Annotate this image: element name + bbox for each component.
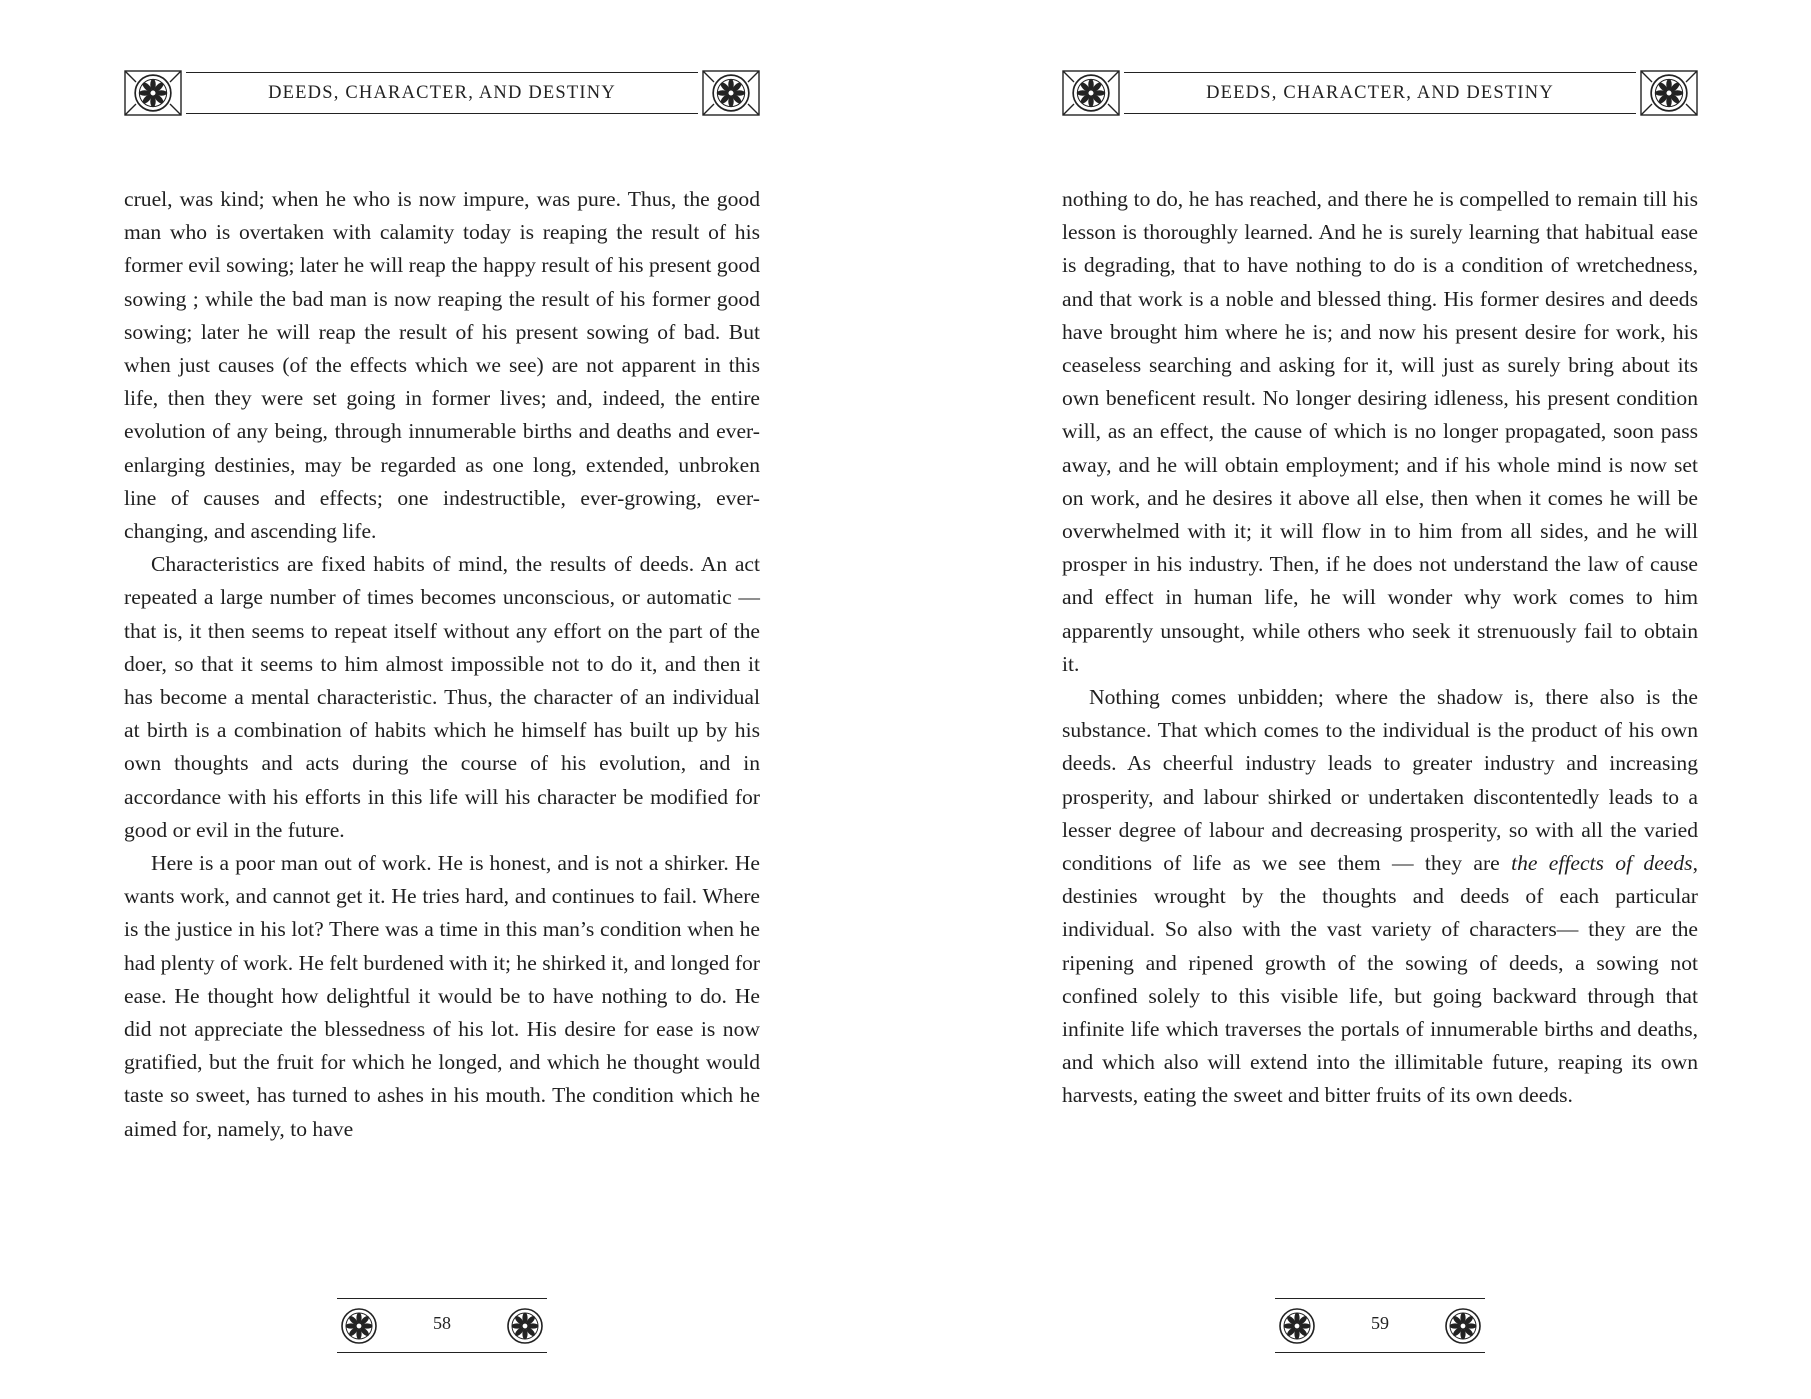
page-left xyxy=(124,0,760,1399)
page-footer xyxy=(1275,1298,1485,1353)
page-right xyxy=(1062,0,1698,1399)
footer-rule-bottom xyxy=(337,1352,547,1353)
page-number: 58 xyxy=(433,1313,451,1333)
paragraph: Characteristics are fixed habits of mind, the results of deeds. An act repeated a large number of times becomes unconscious, or automatic — that is, it then seems to repeat itself without any effort on the part of the doer, so that it seems to him almost impossible not to do it, and then it has become a mental characteristic. Thus, the character of an individual at birth is a combination of habits which he himself has built up by his own thoughts and acts during the course of his evolution, and in accordance with his efforts in this life will his character be modified for good or evil in the future. xyxy=(124,552,760,842)
header-rule-bottom xyxy=(186,113,698,114)
page-number: 59 xyxy=(1371,1313,1389,1333)
header-ornament-right-icon xyxy=(702,70,760,116)
header-rule-top xyxy=(1124,72,1636,73)
footer-rule-top xyxy=(1275,1298,1485,1299)
running-head-title: DEEDS, CHARACTER, AND DESTINY xyxy=(1206,83,1554,103)
page-footer xyxy=(337,1298,547,1353)
footer-rule-top xyxy=(337,1298,547,1299)
paragraph: Here is a poor man out of work. He is honest, and is not a shirker. He wants work, and cannot get it. He tries hard, and continues to fail. Where is the justice in his lot? There was a time in this man’s condition when he had plenty of work. He felt burdened with it; he shirked it, and longed for ease. He thought how delightful it would be to have nothing to do. He did not appreciate the blessedness of his lot. His desire for ease is now gratified, but the fruit for which he longed, and which he thought would taste so sweet, has turned to ashes in his mouth. The condition which he aimed for, namely, to have xyxy=(124,851,760,1141)
footer-rosette-right-icon xyxy=(503,1304,547,1348)
running-head xyxy=(124,70,760,116)
running-head-title: DEEDS, CHARACTER, AND DESTINY xyxy=(268,83,616,103)
footer-rosette-right-icon xyxy=(1441,1304,1485,1348)
paragraph xyxy=(1062,681,1698,1113)
header-rule-top xyxy=(186,72,698,73)
footer-rule-bottom xyxy=(1275,1352,1485,1353)
paragraph-text: , destinies wrought by the thoughts and deeds of each particular individual. So also with the vast variety of characters— they are the ripening and ripened growth of the sowing of deeds, a sowing not confined solely to this visible life, but going backward through that infinite life which traverses the portals of innumerable births and deaths, and which also will extend into the illimitable future, reaping its own harvests, eating the sweet and bitter fruits of its own deeds. xyxy=(1062,851,1698,1108)
header-rule-bottom xyxy=(1124,113,1636,114)
emphasis-text: the effects of deeds xyxy=(1511,851,1693,876)
paragraph: cruel, was kind; when he who is now impure, was pure. Thus, the good man who is overtaken with calamity today is reaping the result of his former evil sowing; later he will reap the happy result of his present good sowing ; while the bad man is now reaping the result of his former good sowing; later he will reap the result of his present sowing of bad. But when just causes (of the effects which we see) are not apparent in this life, then they were set going in former lives; and, indeed, the entire evolution of any being, through innumerable births and deaths and ever-enlarging destinies, may be regarded as one long, extended, unbroken line of causes and effects; one indestructible, ever-growing, ever-changing, and ascending life. xyxy=(124,187,760,544)
paragraph: nothing to do, he has reached, and there he is compelled to remain till his lesson is thoroughly learned. And he is surely learning that habitual ease is degrading, that to have nothing to do is a condition of wretchedness, and that work is a noble and blessed thing. His former desires and deeds have brought him where he is; and now his present desire for work, his ceaseless searching and asking for it, will just as surely bring about its own beneficent result. No longer desiring idleness, his present condition will, as an effect, the cause of which is no longer propagated, soon pass away, and he will obtain employment; and if his whole mind is now set on work, and he desires it above all else, then when it comes he will be overwhelmed with it; it will flow in to him from all sides, and he will prosper in his industry. Then, if he does not understand the law of cause and effect in human life, he will wonder why work comes to him apparently unsought, while others who seek it strenuously fail to obtain it. xyxy=(1062,187,1698,676)
paragraph-text: Nothing comes unbidden; where the shadow is, there also is the substance. That which comes to the individual is the product of his own deeds. As cheerful industry leads to greater industry and increasing prosperity, and labour shirked or undertaken discontentedly leads to a lesser degree of labour and decreasing prosperity, so with all the varied conditions of life as we see them — they are xyxy=(1062,685,1698,876)
running-head xyxy=(1062,70,1698,116)
page-body xyxy=(1062,183,1698,1113)
header-ornament-right-icon xyxy=(1640,70,1698,116)
page-body xyxy=(124,183,760,1146)
